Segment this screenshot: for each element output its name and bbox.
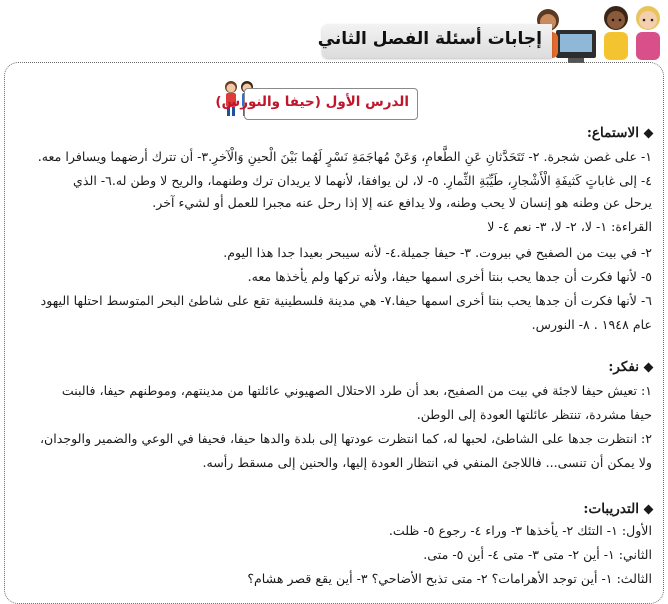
diamond-bullet-icon <box>644 505 654 515</box>
think-line: ولا يمكن أن تنسى... فاللاجئ المنفي في انتظار العودة إليها، والحنين إلى مسقط رأسه. <box>202 455 652 470</box>
lesson-title: الدرس الأول (حيفا والنورس) <box>215 94 409 110</box>
exercise-line: الثاني: ١- أين ٢- متى ٣- متى ٤- أين ٥- متى. <box>423 547 652 562</box>
listening-line: عام ١٩٤٨ . ٨- النورس. <box>531 317 652 332</box>
diamond-bullet-icon <box>644 363 654 373</box>
think-line: ١: تعيش حيفا لاجئة في بيت من الصفيح، بعد أن طرد الاحتلال الصهيوني عائلتها من مدينتهم، وموطنهم حيفا، فالبنت <box>61 383 652 398</box>
listening-line: ٦- لأنها فكرت أن جدها يحب بنتا أخرى اسمها حيفا.٧- هي مدينة فلسطينية تقع على شاطئ البحر المتوسط احتلها اليهود <box>40 293 652 308</box>
think-line: ٢: انتظرت جدها على الشاطئ، لحبها له، كما انتظرت عودتها إلى بلدة والدها حيفا، فحيفا في الوعي والضمير والوجدان، <box>39 431 652 446</box>
listening-line: ٢- في بيت من الصفيح في بيروت. ٣- حيفا جميلة.٤- لأنه سيبحر بعيدا جدا هذا اليوم. <box>223 245 652 260</box>
listening-heading: الاستماع: <box>587 124 652 142</box>
kids-computer-illustration <box>536 0 668 66</box>
think-heading: نفكر: <box>608 358 652 376</box>
listening-line: ٥- لأنها فكرت أن جدها يحب بنتا أخرى اسمها حيفا، ولأنه تركها ولم يأخذها معه. <box>247 269 652 284</box>
header-band <box>317 24 552 58</box>
lesson-badge <box>215 88 418 120</box>
diamond-bullet-icon <box>644 129 654 139</box>
listening-line: يرحل عن وطنه هو إنسان لا يحب وطنه، ولا يدافع عنه إلا إذا رحل عنه مجبرا للعمل أو لشيء آخر. <box>152 195 652 210</box>
listening-line: ٤- إلى غاباتٍ كَثيفَةِ الْأَشْجارِ، طَيِّبَةِ الثِّمارِ. ٥- لا، لن يوافقا، لأنهما لا يريدان ترك وطنهما، والريح لا وطن له.٦- الذي <box>73 173 652 188</box>
exercises-heading: التدريبات: <box>583 500 652 518</box>
reading-answers: القراءة: ١- لا، ٢- لا، ٣- نعم ٤- لا <box>487 219 652 234</box>
exercise-line: الثالث: ١- أين توجد الأهرامات؟ ٢- متى تذبح الأضاحي؟ ٣- أين يقع قصر هشام؟ <box>247 571 652 586</box>
think-line: حيفا مشردة، تنتظر عائلتها العودة إلى الوطن. <box>416 407 652 422</box>
listening-line: ١- على غصن شجرة. ٢- تَتَحَدَّثانِ عَنِ الطَّعامِ، وَعَنْ مُهاجَمَةِ نَسْرٍ لَهُما بَيْنَ الْحينِ وَالْآخرِ.٣- أن تترك أرضهما ويسافرا معه. <box>37 149 652 164</box>
exercise-line: الأول: ١- التئك ٢- يأخذها ٣- وراء ٤- رجوع ٥- ظلت. <box>388 523 652 538</box>
page-title: إجابات أسئلة الفصل الثاني <box>317 29 542 49</box>
